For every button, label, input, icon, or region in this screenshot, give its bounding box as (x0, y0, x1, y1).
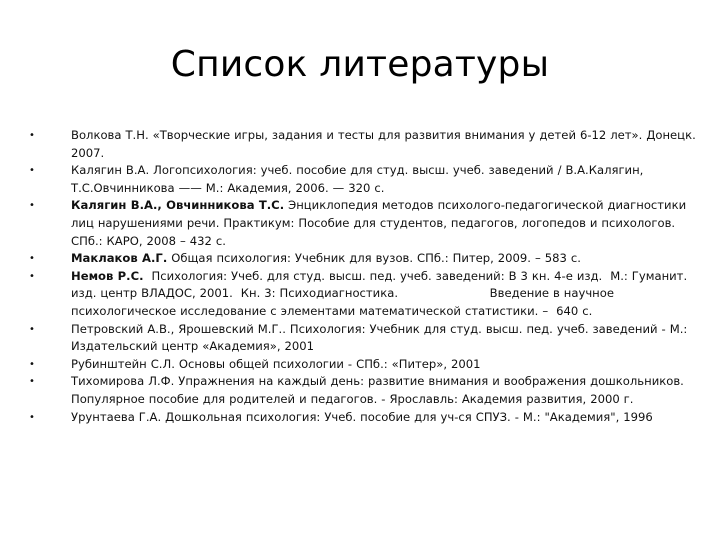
reference-body: Психология: Учеб. для студ. высш. пед. учеб. заведений: В 3 кн. 4-е изд. М.: Гуманит. изд. центр ВЛАДОС, 2001. Кн. 3: Психодиагностика. Введение в научное психологическое исследование с элементами математической статистики. – 640 с. (71, 268, 692, 318)
list-item (28, 409, 698, 427)
reference-text (71, 250, 698, 268)
reference-body: Калягин В.А. Логопсихология: учеб. пособие для студ. высш. учеб. заведений / В.А.Калягин, Т.С.Овчинникова —— М.: Академия, 2006. — 320 с. (71, 163, 644, 195)
list-item (28, 162, 698, 197)
bullet-icon: • (29, 358, 35, 370)
list-item (28, 321, 698, 356)
list-item (28, 197, 698, 250)
reference-text (71, 197, 698, 250)
slide-title: Список литературы (170, 44, 550, 85)
list-item (28, 268, 698, 321)
reference-authors: Немов Р.С. (71, 268, 144, 283)
bullet-icon: • (29, 130, 35, 141)
bullet-icon: • (29, 376, 35, 388)
reference-body: Урунтаева Г.А. Дошкольная психология: Учеб. пособие для уч-ся СПУЗ. - М.: "Академия", 1996 (71, 409, 653, 424)
bullet-icon: • (29, 411, 35, 423)
reference-body: Энциклопедия методов психолого-педагогической диагностики лиц нарушениями речи. Практикум: Пособие для студентов, педагогов, логопедов и психологов. СПб.: КАРО, 2008 – 432 с. (71, 198, 687, 248)
bullet-icon: • (29, 323, 35, 335)
reference-text (71, 321, 698, 356)
reference-body: Рубинштейн С.Л. Основы общей психологии - СПб.: «Питер», 2001 (71, 356, 481, 371)
reference-text (71, 162, 698, 197)
bullet-icon: • (29, 270, 35, 282)
reference-text (71, 356, 698, 374)
reference-authors: Калягин В.А., Овчинникова Т.С. (71, 198, 285, 213)
reference-body: Тихомирова Л.Ф. Упражнения на каждый день: развитие внимания и воображения дошкольников. Популярное пособие для родителей и педагогов. - Ярославль: Академия развития, 2000 г. (71, 374, 684, 406)
list-item (28, 250, 698, 268)
bullet-icon: • (29, 200, 35, 212)
bullet-icon: • (29, 165, 35, 177)
reference-body: Общая психология: Учебник для вузов. СПб.: Питер, 2009. – 583 с. (167, 251, 581, 266)
reference-text (71, 409, 698, 427)
reference-body: Волкова Т.Н. «Творческие игры, задания и тесты для развития внимания у детей 6-12 лет». Донецк. 2007. (71, 128, 696, 160)
reference-list (28, 127, 698, 426)
reference-text (71, 127, 698, 162)
reference-text (71, 268, 698, 321)
reference-body: Петровский А.В., Ярошевский М.Г.. Психология: Учебник для студ. высш. пед. учеб. заведений - М.: Издательский центр «Академия», 2001 (71, 321, 688, 354)
list-item (28, 127, 698, 162)
list-item (28, 373, 698, 408)
bullet-icon: • (29, 253, 35, 265)
reference-text (71, 373, 698, 408)
list-item (28, 356, 698, 374)
reference-authors: Маклаков А.Г. (71, 251, 168, 266)
